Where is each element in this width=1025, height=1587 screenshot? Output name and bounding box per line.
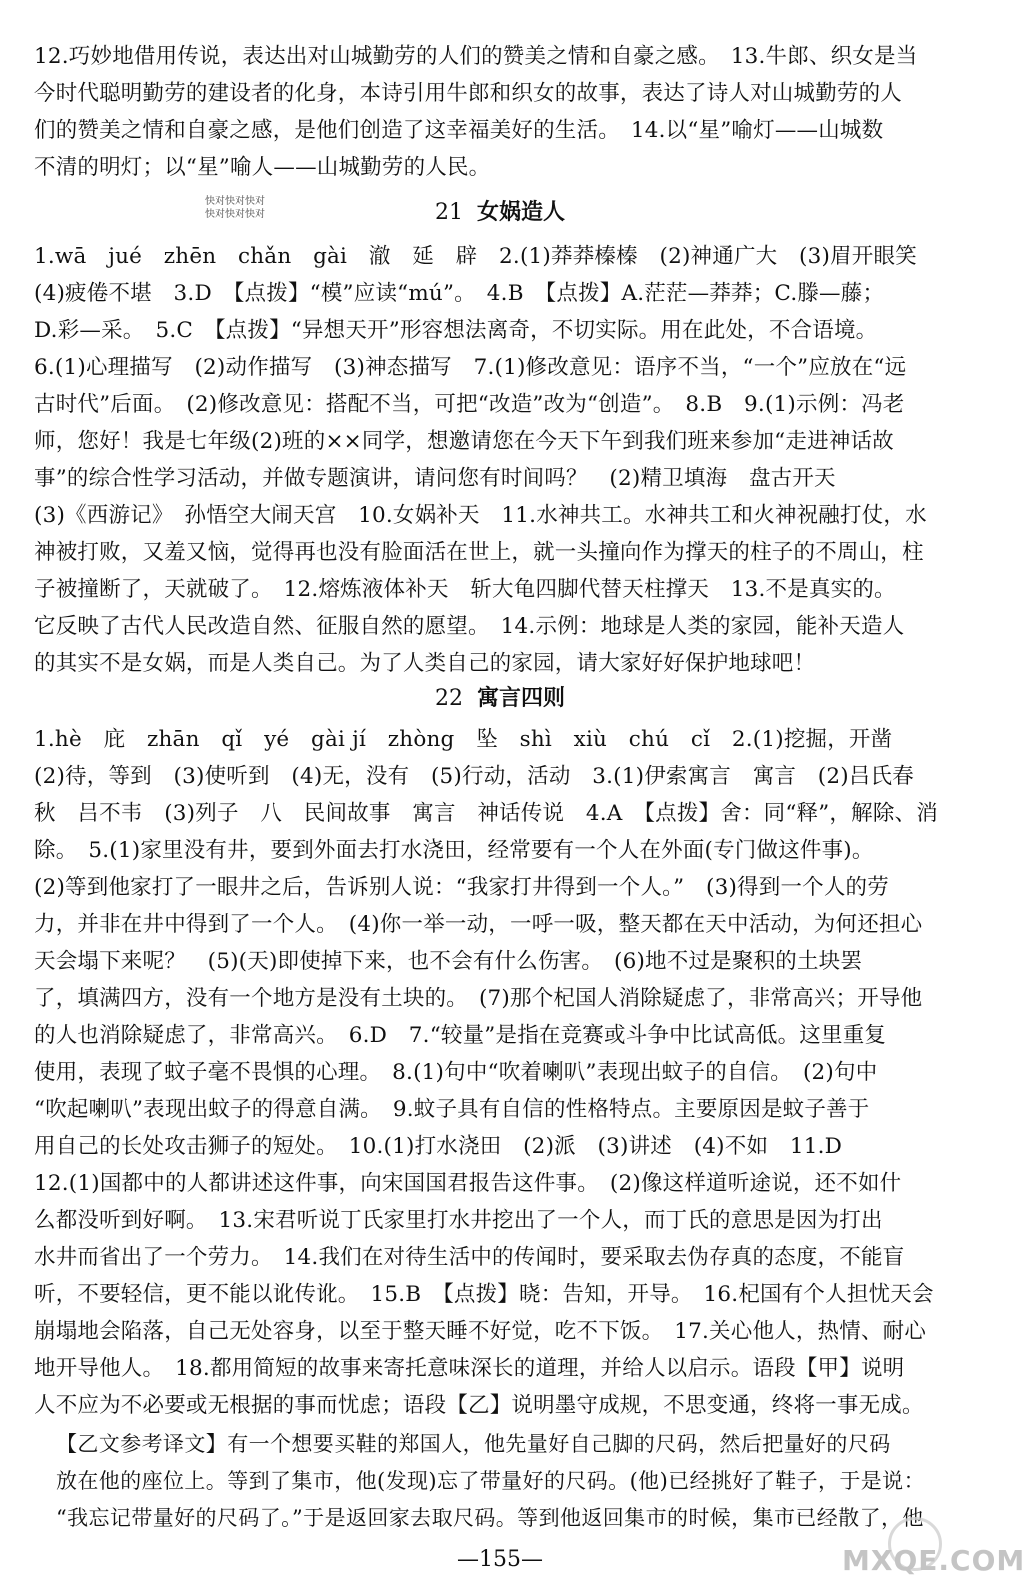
text-line: 师，您好！我是七年级(2)班的××同学，想邀请您在今天下午到我们班来参加“走进神话故 [34,429,894,454]
text-line: 6.(1)心理描写 (2)动作描写 (3)神态描写 7.(1)修改意见：语序不当，“一个”应放在“远 [34,355,907,380]
text-line: 今时代聪明勤劳的建设者的化身，本诗引用牛郎和织女的故事，表达了诗人对山城勤劳的人 [34,81,903,106]
text-line: 神被打败，又羞又恼，觉得再也没有脸面活在世上，就一头撞向作为撑天的柱子的不周山，柱 [34,540,924,565]
stamp-line-1: 快对快对快对 [205,196,265,207]
section-21-number: 21 [434,200,463,225]
section-22-answers [34,721,968,1424]
text-line: 么都没听到好啊。 13.宋君听说丁氏家里打水井挖出了一个人，而丁氏的意思是因为打出 [34,1208,883,1233]
text-line: 们的赞美之情和自豪之感，是他们创造了这幸福美好的生活。 14.以“星”喻灯——山城数 [34,118,884,143]
text-line: 的人也消除疑虑了，非常高兴。 6.D 7.“较量”是指在竞赛或斗争中比试高低。这里重复 [34,1023,887,1048]
text-line: “吹起喇叭”表现出蚊子的得意自满。 9.蚊子具有自信的性格特点。主要原因是蚊子善于 [34,1097,870,1122]
text-line: 【乙文参考译文】有一个想要买鞋的郑国人，他先量好自己脚的尺码，然后把量好的尺码 [56,1432,891,1456]
text-line: 的其实不是女娲，而是人类自己。为了人类自己的家园，请大家好好保护地球吧！ [34,651,816,676]
text-line: (2)待，等到 (3)使听到 (4)无，没有 (5)行动，活动 3.(1)伊索寓言 寓言 (2)吕氏春 [34,764,914,789]
section-22-number: 22 [434,686,463,711]
text-line: 用自己的长处攻击狮子的短处。 10.(1)打水浇田 (2)派 (3)讲述 (4)不如 11.D [34,1134,843,1159]
section-22-title: 寓言四则 [476,686,565,711]
text-line: 人不应为不必要或无根据的事而忧虑；语段【乙】说明墨守成规，不思变通，终将一事无成。 [34,1393,924,1418]
text-line: 秋 吕不韦 (3)列子 八 民间故事 寓言 神话传说 4.A 【点拨】舍：同“释”，解除、消 [34,801,938,826]
text-line: D.彩—采。 5.C 【点拨】“异想天开”形容想法离奇，不切实际。用在此处，不合语境。 [34,318,878,343]
text-line: (3)《西游记》 孙悟空大闹天宫 10.女娲补天 11.水神共工。水神共工和火神祝融打仗，水 [34,503,927,528]
section-21-answers [34,238,968,682]
text-line: 古时代”后面。 (2)修改意见：搭配不当，可把“改造”改为“创造”。 8.B 9.(1)示例：冯老 [34,392,905,417]
text-line: 子被撞断了，天就破了。 12.熔炼液体补天 斩大龟四脚代替天柱撑天 13.不是真实的。 [34,577,896,602]
text-line: 使用，表现了蚊子毫不畏惧的心理。 8.(1)句中“吹着喇叭”表现出蚊子的自信。 (2)句中 [34,1060,878,1085]
text-line: 不清的明灯；以“星”喻人——山城勤劳的人民。 [34,155,491,180]
watermark-logo [842,1517,1025,1577]
text-line: 它反映了古代人民改造自然、征服自然的愿望。 14.示例：地球是人类的家园，能补天造人 [34,614,905,639]
section-21-title: 女娲造人 [476,200,565,225]
section-22-heading [0,682,1000,716]
text-line: 地开导他人。 18.都用简短的故事来寄托意味深长的道理，并给人以启示。语段【甲】说明 [34,1356,905,1381]
text-line: 崩塌地会陷落，自己无处容身，以至于整天睡不好觉，吃不下饭。 17.关心他人，热情、耐心 [34,1319,927,1344]
stamp-line-2: 快对快对快对 [205,209,265,220]
text-line: 事”的综合性学习活动，并做专题演讲，请问您有时间吗？ (2)精卫填海 盘古开天 [34,466,836,491]
text-line: 力，并非在井中得到了一个人。 (4)你一举一动，一呼一吸，整天都在天中活动，为何还担心 [34,912,923,937]
section-20-answers [34,38,968,186]
text-line: 水井而省出了一个劳力。 14.我们在对待生活中的传闻时，要采取去伪存真的态度，不能盲 [34,1245,905,1270]
text-line: 听，不要轻信，更不能以讹传讹。 15.B 【点拨】晓：告知，开导。 16.杞国有个人担忧天会 [34,1282,934,1307]
text-line: (2)等到他家打了一眼井之后，告诉别人说：“我家打井得到一个人。” (3)得到一个人的劳 [34,875,889,900]
text-line: 除。 5.(1)家里没有井，要到外面去打水浇田，经常要有一个人在外面(专门做这件事)。 [34,838,874,863]
text-line: (4)疲倦不堪 3.D 【点拨】“模”应读“mú”。 4.B 【点拨】A.茫茫—莽莽；C.滕—藤； [34,281,885,306]
text-line: 了，填满四方，没有一个地方是没有土块的。 (7)那个杞国人消除疑虑了，非常高兴；开导他 [34,986,923,1011]
text-line: 放在他的座位上。等到了集市，他(发现)忘了带量好的尺码。(他)已经挑好了鞋子，于是说： [56,1469,925,1493]
page-number: —155— [457,1547,543,1572]
watermark-text: MXQE.COM [842,1544,1025,1577]
text-line: 1.wā jué zhēn chǎn gài 澈 延 辟 2.(1)莽莽榛榛 (2)神通广大 (3)眉开眼笑 [34,244,917,269]
section-21-heading [0,196,1000,230]
text-line: 12.巧妙地借用传说，表达出对山城勤劳的人们的赞美之情和自豪之感。 13.牛郎、织女是当 [34,44,918,69]
text-line: 12.(1)国都中的人都讲述这件事，向宋国国君报告这件事。 (2)像这样道听途说，还不如什 [34,1171,902,1196]
stamp-overlay [205,195,305,221]
text-line: 1.hè 庇 zhān qǐ yé gài jí zhòng 坠 shì xiù chú cǐ 2.(1)挖掘，开凿 [34,727,893,752]
text-line: 天会塌下来呢？ (5)(天)即使掉下来，也不会有什么伤害。 (6)地不过是聚积的土块罢 [34,949,863,974]
text-line: “我忘记带量好的尺码了。”于是返回家去取尺码。等到他返回集市的时候，集市已经散了，他 [56,1506,924,1530]
translation-paragraph [56,1426,968,1537]
